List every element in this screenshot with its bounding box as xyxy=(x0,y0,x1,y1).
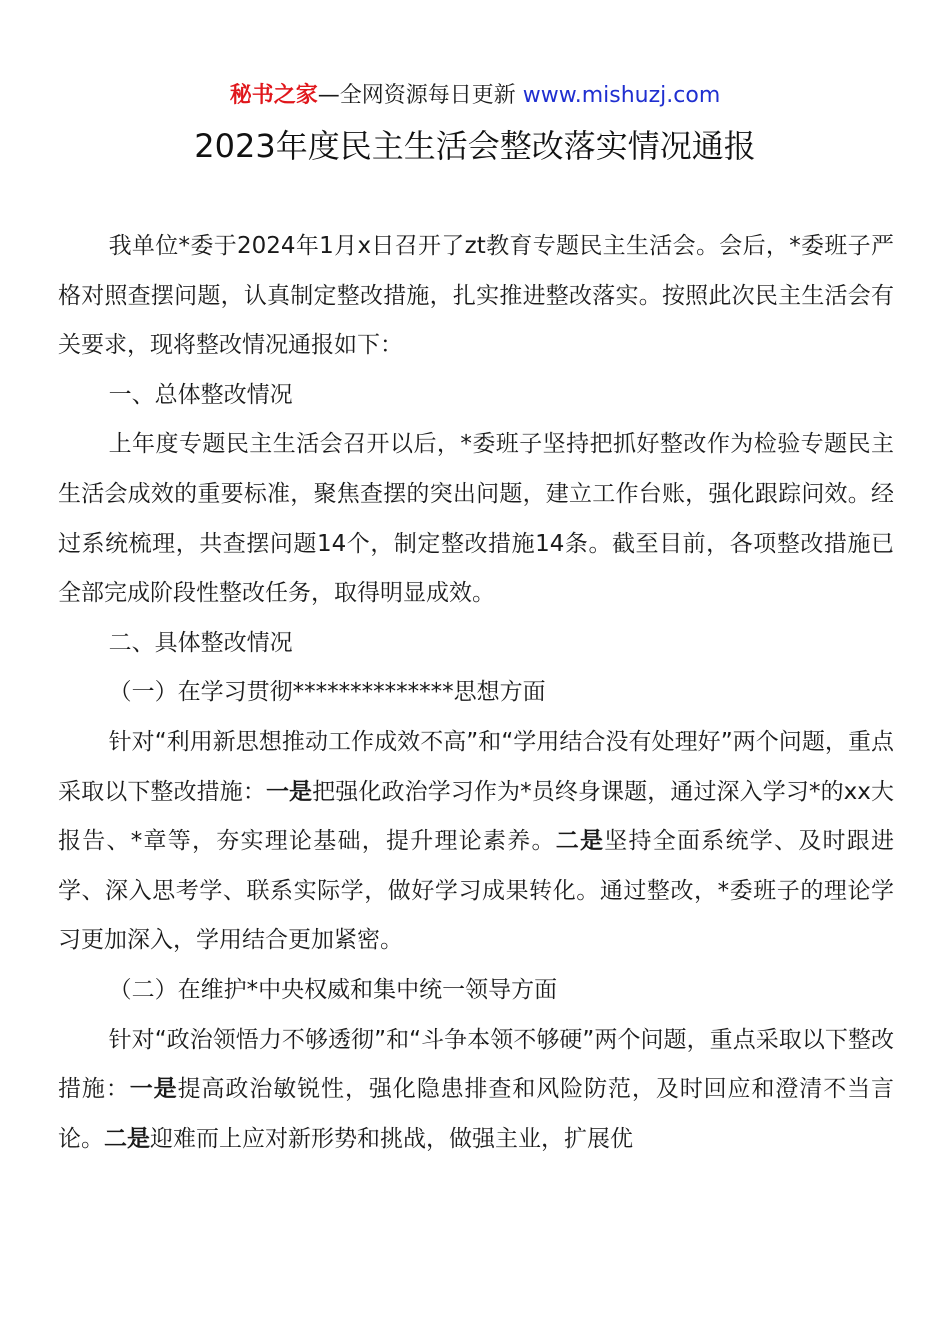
study-text-lead: 针对“利用新思想推动工作成效不高”和“学用结合没有处理好”两个问题，重点采取以下整改措施： xyxy=(58,728,894,805)
section-heading-overall: 一、总体整改情况 xyxy=(108,381,293,408)
document-title: 2023年度民主生活会整改落实情况通报 xyxy=(194,127,756,165)
overall-paragraph: 上年度专题民主生活会召开以后，*委班子坚持把抓好整改作为检验专题民主生活会成效的重要标准，聚焦查摆的突出问题，建立工作台账，强化跟踪问效。经过系统梳理，共查摆问题14个，制定整改措施14条。截至目前，各项整改措施已全部完成阶段性整改任务，取得明显成效。 xyxy=(58,431,894,607)
document-body xyxy=(58,222,894,1164)
authority-point-1-text: 提高政治敏锐性，强化隐患排查和风险防范，及时回应和澄清不当言论。 xyxy=(58,1076,895,1152)
site-banner xyxy=(0,80,950,112)
authority-text-lead: 针对“政治领悟力不够透彻”和“斗争本领不够硬”两个问题，重点采取以下整改措施： xyxy=(58,1026,894,1103)
banner-brand: 秘书之家 xyxy=(229,83,318,108)
study-point-1-text: 把强化政治学习作为*员终身课题，通过深入学习*的xx大报告、*章等，夯实理论基础，提升理论素养。 xyxy=(58,778,895,855)
banner-url-link[interactable]: www.mishuzj.com xyxy=(522,83,721,108)
subsection-heading-authority: （二）在维护*中央权威和集中统一领导方面 xyxy=(108,976,558,1003)
study-point-1-label: 一是 xyxy=(265,778,313,805)
section-heading-specific: 二、具体整改情况 xyxy=(108,629,293,656)
study-paragraph xyxy=(58,718,894,966)
study-point-2-text: 坚持全面系统学、及时跟进学、深入思考学、联系实际学，做好学习成果转化。通过整改，*委班子的理论学习更加深入，学用结合更加紧密。 xyxy=(58,828,894,954)
authority-point-2-label: 二是 xyxy=(104,1125,150,1152)
banner-tagline: —全网资源每日更新 xyxy=(317,83,523,108)
authority-point-2-text: 迎难而上应对新形势和挑战，做强主业，扩展优 xyxy=(150,1125,633,1152)
authority-paragraph xyxy=(58,1016,894,1165)
study-point-2-label: 二是 xyxy=(555,828,605,855)
intro-paragraph: 我单位*委于2024年1月x日召开了zt教育专题民主生活会。会后，*委班子严格对照查摆问题，认真制定整改措施，扎实推进整改落实。按照此次民主生活会有关要求，现将整改情况通报如下： xyxy=(58,233,894,359)
subsection-heading-study: （一）在学习贯彻**************思想方面 xyxy=(108,679,546,706)
authority-point-1-label: 一是 xyxy=(129,1076,178,1103)
